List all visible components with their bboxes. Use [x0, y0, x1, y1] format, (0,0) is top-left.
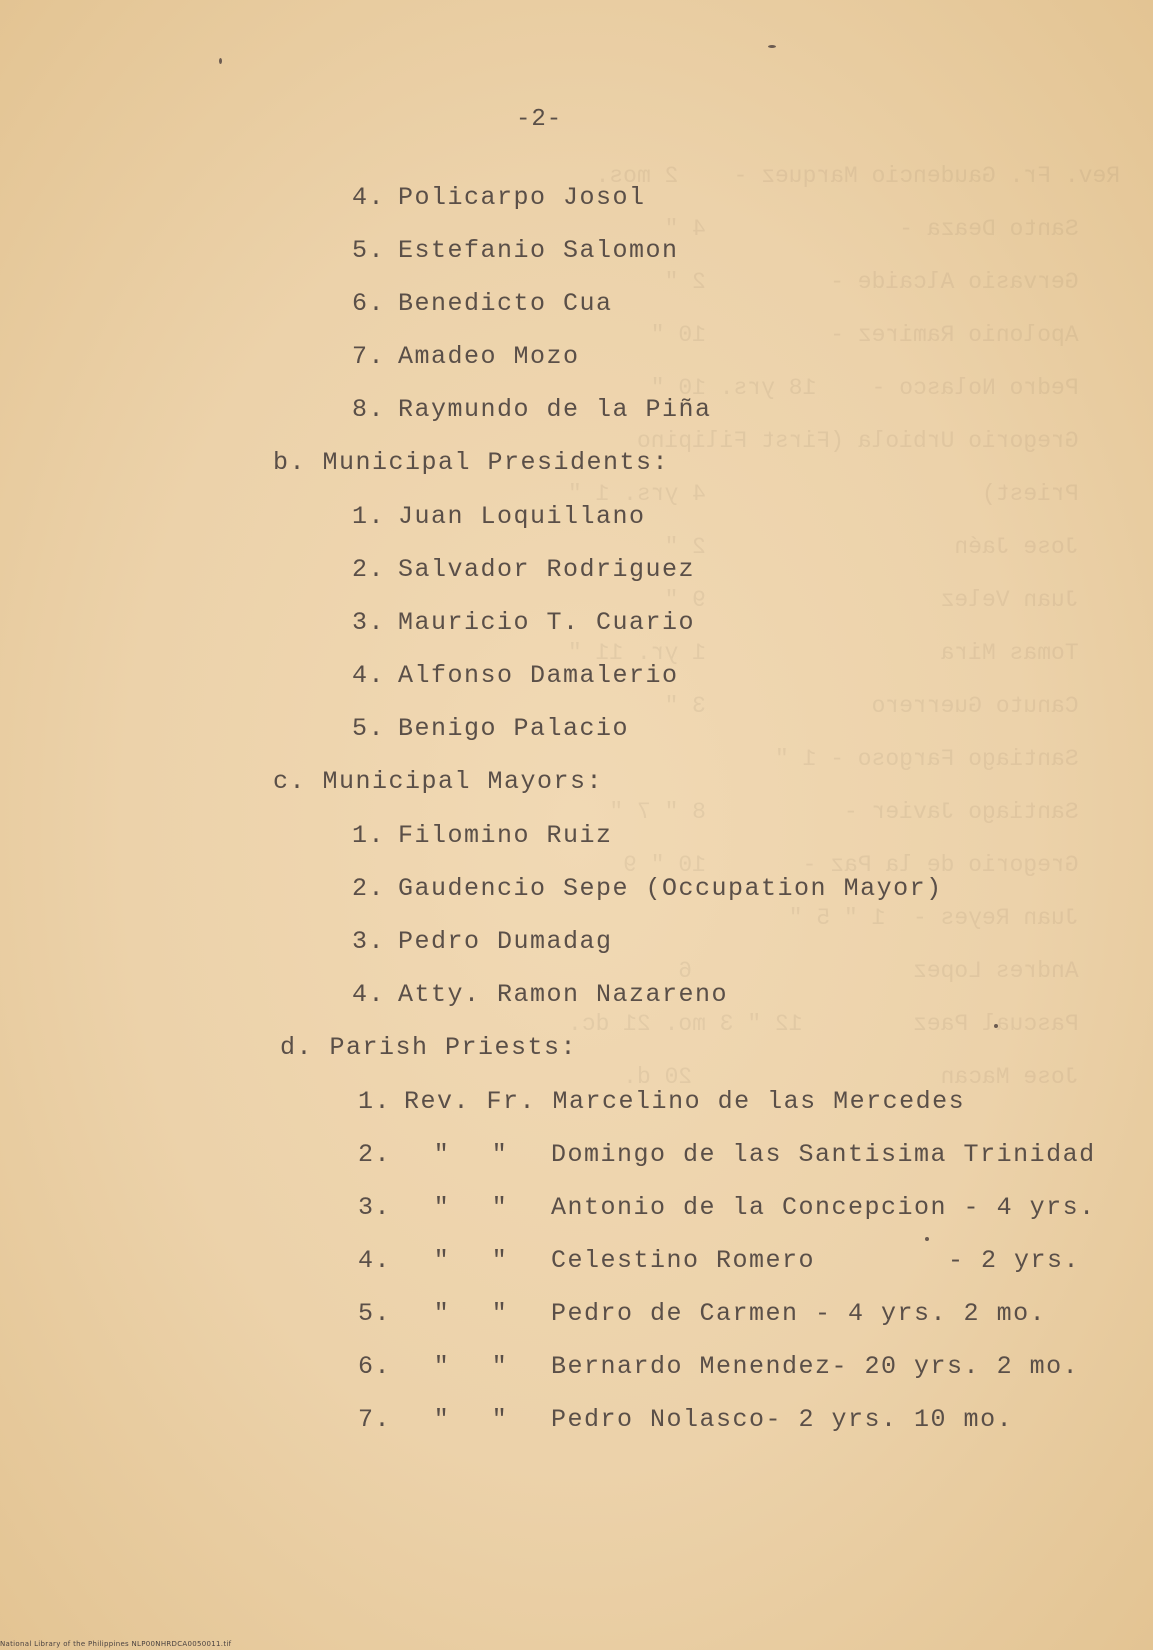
item-number: 2.	[352, 874, 386, 903]
list-item	[358, 1087, 965, 1116]
item-number: 5.	[358, 1299, 392, 1328]
ditto-mark: "	[491, 1299, 509, 1328]
item-name: Amadeo Mozo	[398, 342, 580, 371]
item-name: Benedicto Cua	[398, 289, 613, 318]
paper-speck	[219, 58, 222, 64]
list-item	[352, 714, 629, 743]
item-number: 1.	[352, 821, 386, 850]
item-name: Raymundo de la Piña	[398, 395, 712, 424]
item-number: 2.	[358, 1140, 392, 1169]
list-item	[358, 1140, 1096, 1169]
item-number: 4.	[352, 183, 386, 212]
ditto-mark: "	[491, 1405, 509, 1434]
list-item	[358, 1299, 1046, 1328]
item-number: 3.	[358, 1193, 392, 1222]
list-item	[352, 555, 695, 584]
list-item	[352, 236, 679, 265]
ditto-mark: "	[433, 1352, 451, 1381]
ditto-mark: "	[433, 1299, 451, 1328]
item-name: Pedro Nolasco- 2 yrs. 10 mo.	[551, 1405, 1014, 1434]
item-name: Salvador Rodriguez	[398, 555, 696, 584]
ditto-mark: "	[491, 1193, 509, 1222]
ditto-mark: "	[491, 1140, 509, 1169]
item-name: Pedro de Carmen - 4 yrs. 2 mo.	[551, 1299, 1047, 1328]
list-item	[352, 980, 728, 1009]
item-name: Celestino Romero	[551, 1246, 816, 1275]
paper-speck	[768, 45, 776, 48]
item-name: Benigo Palacio	[398, 714, 630, 743]
ditto-mark: "	[433, 1405, 451, 1434]
scan-footer: National Library of the Philippines NLP00NHRDCA0050011.tif	[0, 1640, 232, 1648]
ditto-mark: "	[491, 1246, 509, 1275]
item-name: Gaudencio Sepe (Occupation Mayor)	[398, 874, 943, 903]
list-item	[352, 821, 613, 850]
list-item	[352, 608, 695, 637]
section-heading: b. Municipal Presidents:	[273, 448, 670, 477]
list-item	[352, 502, 646, 531]
item-name: Juan Loquillano	[398, 502, 646, 531]
list-item	[358, 1246, 815, 1275]
section-heading: c. Municipal Mayors:	[273, 767, 604, 796]
item-name: Filomino Ruiz	[398, 821, 613, 850]
list-item	[358, 1352, 1079, 1381]
ditto-mark: "	[433, 1246, 451, 1275]
item-number: 5.	[352, 236, 386, 265]
item-number: 6.	[358, 1352, 392, 1381]
ditto-mark: "	[491, 1352, 509, 1381]
item-number: 4.	[358, 1246, 392, 1275]
item-name: Domingo de las Santisima Trinidad	[551, 1140, 1096, 1169]
item-number: 7.	[358, 1405, 392, 1434]
list-item	[358, 1405, 1013, 1434]
item-name: Antonio de la Concepcion - 4 yrs.	[551, 1193, 1096, 1222]
title-prefix: Rev. Fr.	[404, 1087, 537, 1116]
section-heading: d. Parish Priests:	[280, 1033, 578, 1062]
paper-speck	[994, 1024, 998, 1028]
item-number: 1.	[358, 1087, 392, 1116]
item-name: Alfonso Damalerio	[398, 661, 679, 690]
list-item	[352, 289, 613, 318]
item-number: 6.	[352, 289, 386, 318]
item-name: Pedro Dumadag	[398, 927, 613, 956]
item-number: 2.	[352, 555, 386, 584]
item-number: 4.	[352, 661, 386, 690]
list-item	[352, 342, 580, 371]
item-name: Policarpo Josol	[398, 183, 646, 212]
item-name: Estefanio Salomon	[398, 236, 679, 265]
list-item	[358, 1193, 1096, 1222]
item-name: Atty. Ramon Nazareno	[398, 980, 729, 1009]
item-number: 7.	[352, 342, 386, 371]
list-item	[352, 874, 943, 903]
list-item	[352, 927, 613, 956]
ditto-mark: "	[433, 1193, 451, 1222]
item-number: 3.	[352, 608, 386, 637]
ditto-mark: "	[433, 1140, 451, 1169]
list-item	[352, 183, 646, 212]
item-name: Bernardo Menendez- 20 yrs. 2 mo.	[551, 1352, 1080, 1381]
list-item	[352, 395, 712, 424]
page-number: -2-	[516, 106, 563, 133]
paper-speck	[925, 1237, 929, 1241]
tenure: - 2 yrs.	[948, 1246, 1081, 1275]
list-item	[352, 661, 679, 690]
item-number: 8.	[352, 395, 386, 424]
item-number: 5.	[352, 714, 386, 743]
item-name: Mauricio T. Cuario	[398, 608, 696, 637]
bleed-through-text: Rev. Fr. Gaudencio Marquez - 2 mos. Santo Deaza - 4 " Gervasio Alcaide - 2 " Apolonio Ramirez - 10 " Pedro Nolasco - 18 yrs. 10 " Gregorio Urbiola (First Filipino Priest) 4 yrs. 1 " Jose Jaén 2 " Juan Velez 9 " Tomas Mira 1 yr. 11 " Canuto Guerrero 3 " Santiago Fargoso - 1 " Santiago Javier - 8 " 7 " Gregorio de la Paz - 10 " 9 Juan Reyes - 1 " 5 " Andres Lopez 6 Pascual Paez 12 " 3 mo. 21 dc. Jose Macan 20 d.	[567, 163, 1120, 1090]
item-number: 3.	[352, 927, 386, 956]
item-number: 4.	[352, 980, 386, 1009]
item-name: Marcelino de las Mercedes	[552, 1087, 966, 1116]
item-number: 1.	[352, 502, 386, 531]
